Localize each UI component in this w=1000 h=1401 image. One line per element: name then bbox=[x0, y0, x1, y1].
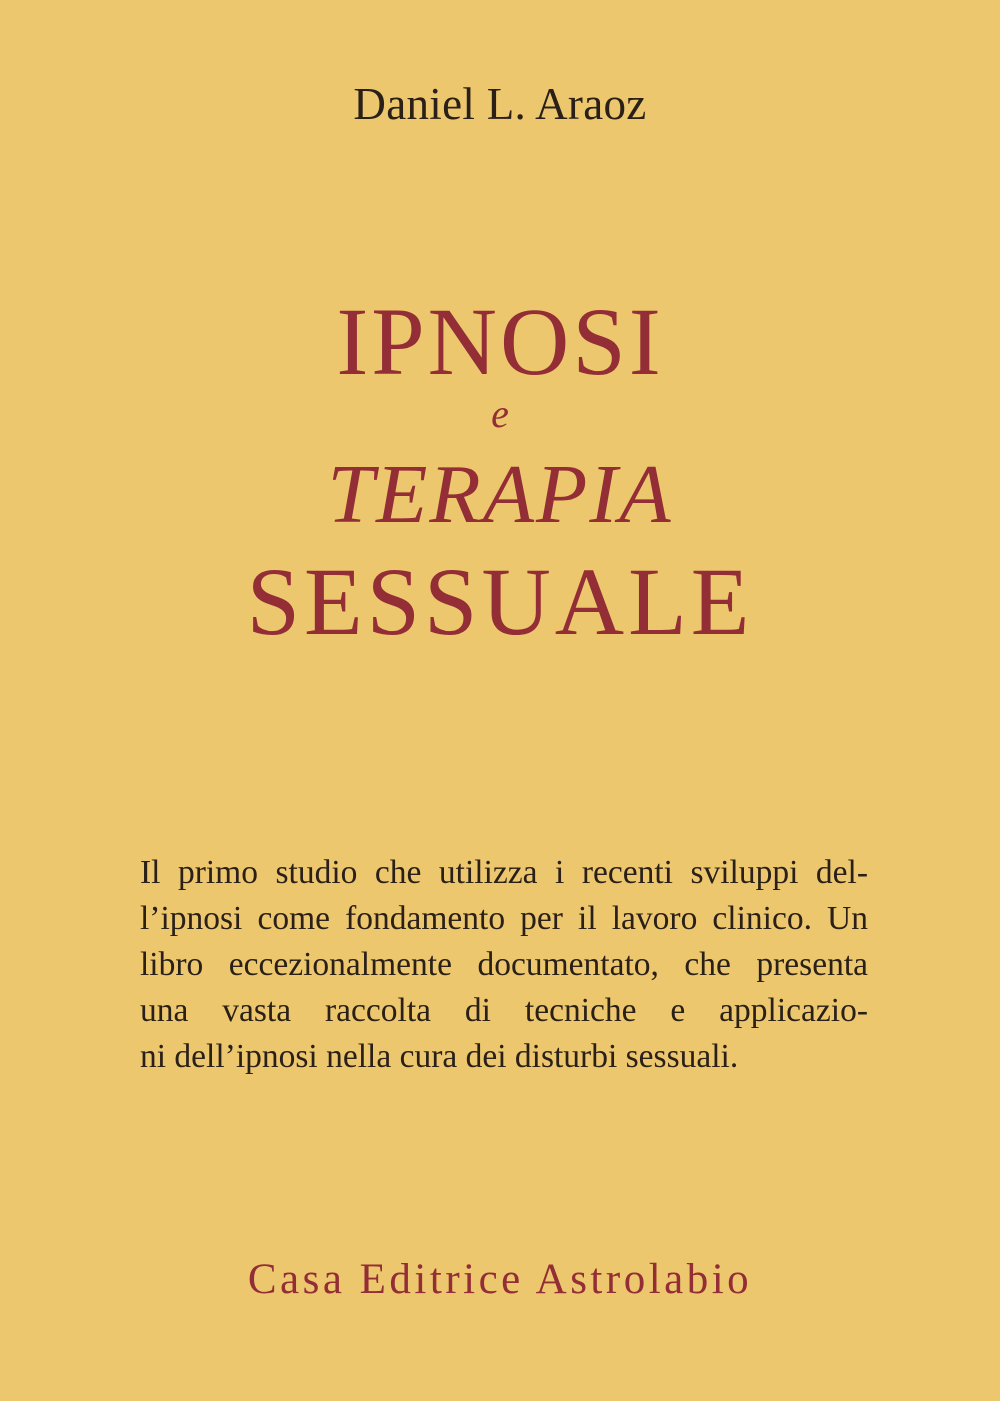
blurb-line: libro eccezionalmente documentato, che presenta bbox=[140, 946, 868, 983]
title-line-terapia: TERAPIA bbox=[327, 448, 673, 541]
blurb-line: Il primo studio che utilizza i recenti sviluppi del- bbox=[140, 854, 868, 891]
blurb-text bbox=[140, 850, 868, 1080]
title-line-sessuale: SESSUALE bbox=[246, 548, 754, 655]
blurb-line: ni dell’ipnosi nella cura dei disturbi sessuali. bbox=[140, 1038, 739, 1075]
title-line-ipnosi: IPNOSI bbox=[336, 288, 664, 395]
author-name: Daniel L. Araoz bbox=[353, 79, 647, 129]
blurb-line: l’ipnosi come fondamento per il lavoro clinico. Un bbox=[140, 900, 868, 937]
publisher-name: Casa Editrice Astrolabio bbox=[247, 1256, 753, 1303]
title-line-conjunction: e bbox=[491, 391, 509, 436]
blurb-line: una vasta raccolta di tecniche e applicazio- bbox=[140, 992, 868, 1029]
